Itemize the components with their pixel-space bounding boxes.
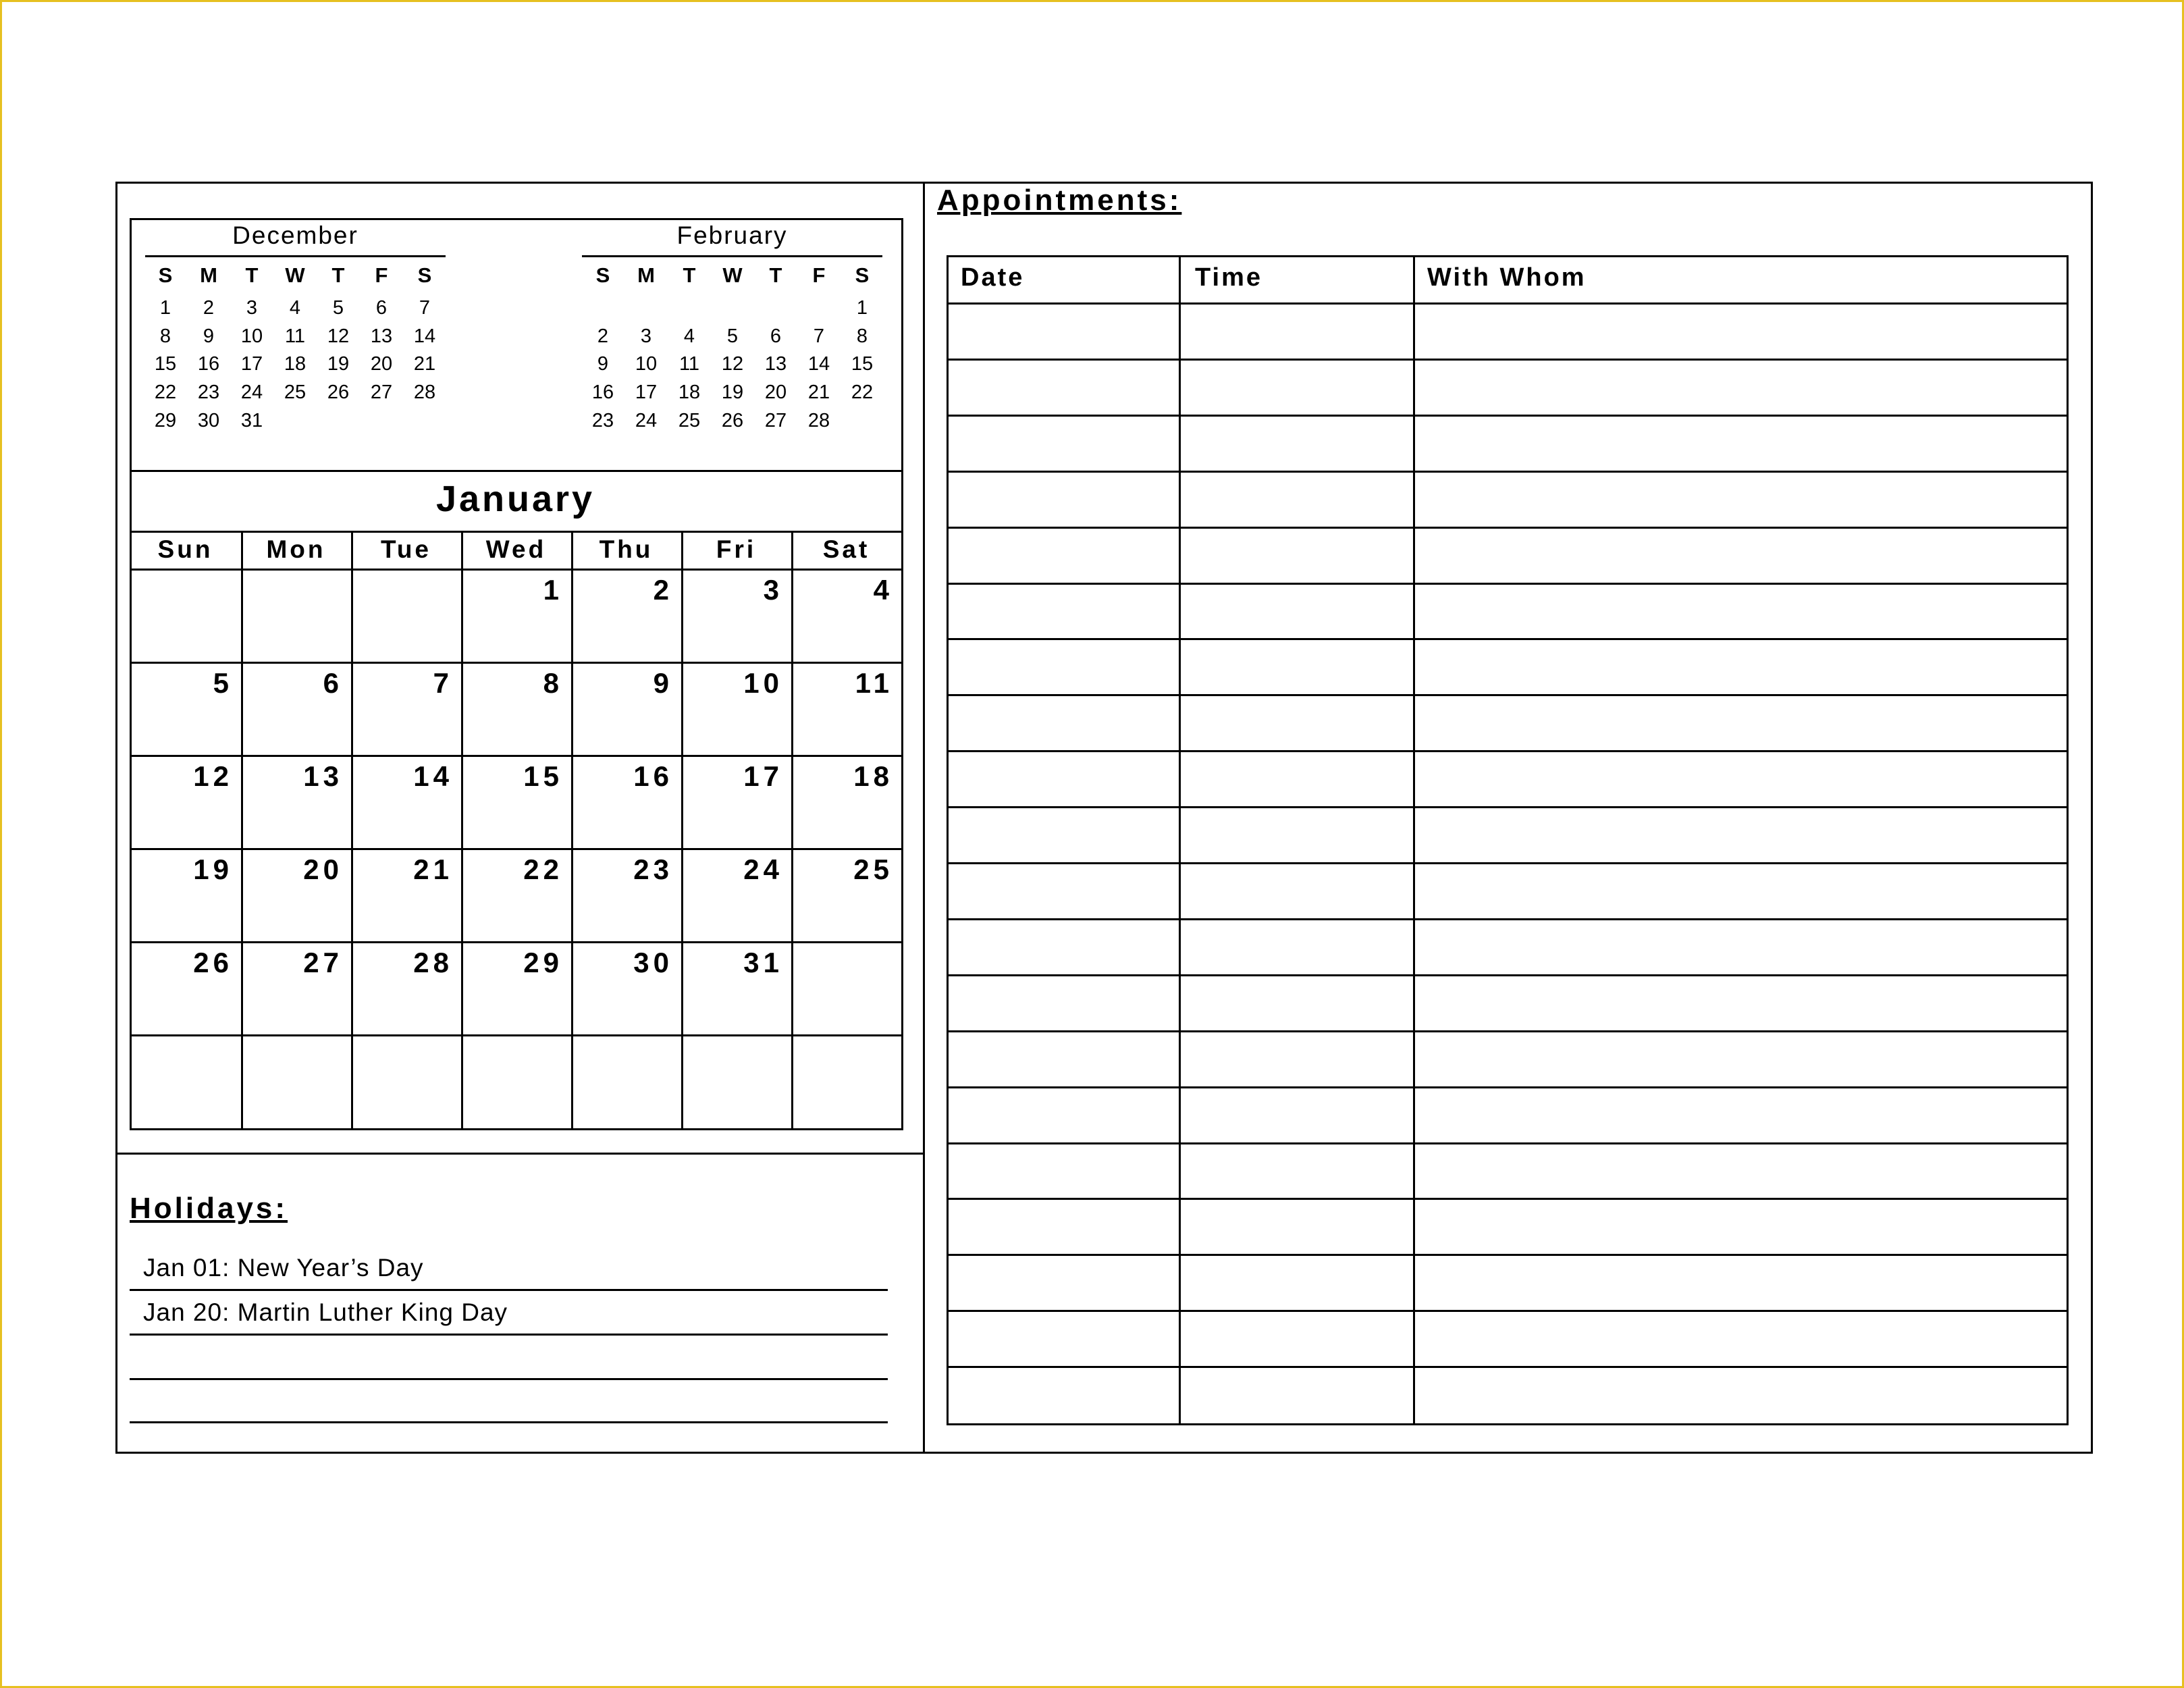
day-cell[interactable]: 4 — [873, 574, 893, 606]
mini-day: 7 — [419, 297, 431, 319]
mini-day: 20 — [764, 381, 787, 404]
appointment-cell[interactable] — [1181, 640, 1415, 694]
holiday-line — [130, 1289, 888, 1291]
day-cell[interactable]: 27 — [303, 947, 343, 978]
day-cell[interactable]: 14 — [413, 760, 453, 792]
appointment-cell[interactable] — [949, 752, 1181, 806]
appointment-cell[interactable] — [1181, 752, 1415, 806]
mini-weekday: T — [331, 263, 345, 287]
appointment-cell[interactable] — [1181, 529, 1415, 583]
mini-day: 24 — [240, 381, 263, 404]
mini-day: 29 — [154, 409, 177, 431]
grid-column-line — [351, 531, 353, 1129]
appointment-cell[interactable] — [1415, 1144, 2067, 1198]
appointment-cell[interactable] — [949, 976, 1181, 1030]
mini-day: 1 — [856, 297, 868, 319]
appointment-cell[interactable] — [949, 1312, 1181, 1366]
mini-weekday: T — [769, 263, 782, 287]
day-cell[interactable]: 2 — [653, 574, 673, 606]
appointment-cell[interactable] — [1181, 808, 1415, 862]
appointment-cell[interactable] — [1415, 1312, 2067, 1366]
day-cell[interactable]: 31 — [743, 947, 783, 978]
appointment-cell[interactable] — [949, 920, 1181, 974]
day-cell[interactable]: 29 — [523, 947, 563, 978]
main-month-title: January — [435, 479, 595, 519]
weekday-row-top — [130, 531, 903, 533]
day-cell[interactable]: 28 — [413, 947, 453, 978]
mini-day: 13 — [764, 353, 787, 375]
mini-weekday: F — [375, 263, 388, 287]
appointment-cell[interactable] — [1415, 361, 2067, 415]
mini-day: 1 — [159, 297, 171, 319]
appointment-cell[interactable] — [949, 473, 1181, 527]
mini-weekday: S — [417, 263, 432, 287]
day-cell[interactable]: 10 — [743, 667, 783, 699]
mini-day: 4 — [289, 297, 301, 319]
appointment-cell[interactable] — [1415, 696, 2067, 750]
mini-day: 12 — [721, 353, 744, 375]
mini-day: 15 — [154, 353, 177, 375]
mini-day: 20 — [370, 353, 393, 375]
mini-day: 24 — [635, 409, 658, 431]
day-cell[interactable]: 24 — [743, 853, 783, 885]
appointment-cell[interactable] — [949, 529, 1181, 583]
appointment-cell[interactable] — [1415, 305, 2067, 359]
day-cell[interactable]: 9 — [653, 667, 673, 699]
appointment-cell[interactable] — [1415, 640, 2067, 694]
appointment-cell[interactable] — [1415, 752, 2067, 806]
mini-month-title: December — [232, 221, 358, 249]
mini-day: 27 — [370, 381, 393, 404]
mini-weekday: S — [855, 263, 870, 287]
holiday-line — [130, 1334, 888, 1336]
appointment-cell[interactable] — [1181, 1256, 1415, 1310]
mini-day: 5 — [332, 297, 344, 319]
appointment-cell[interactable] — [949, 1200, 1181, 1254]
day-cell[interactable]: 1 — [543, 574, 563, 606]
day-cell[interactable]: 5 — [213, 667, 233, 699]
holiday-item: Jan 01: New Year’s Day — [143, 1254, 424, 1282]
mini-day: 17 — [635, 381, 658, 404]
mini-weekday: M — [200, 263, 217, 287]
day-cell[interactable]: 15 — [523, 760, 563, 792]
grid-column-line — [241, 531, 243, 1129]
mini-day: 6 — [770, 325, 782, 347]
day-cell[interactable]: 21 — [413, 853, 453, 885]
panel-divider — [923, 182, 925, 1454]
column-header: Time — [1195, 263, 1263, 292]
column-header: Date — [961, 263, 1025, 292]
mini-day: 2 — [597, 325, 609, 347]
mini-month-underline — [145, 255, 446, 257]
appointment-cell[interactable] — [949, 1368, 1181, 1422]
grid-column-line — [571, 531, 573, 1129]
day-cell[interactable]: 11 — [855, 667, 893, 699]
mini-day: 18 — [284, 353, 307, 375]
mini-day: 14 — [413, 325, 436, 347]
mini-weekday: T — [683, 263, 696, 287]
mini-day: 21 — [807, 381, 830, 404]
appointment-cell[interactable] — [949, 417, 1181, 471]
appointment-cell[interactable] — [949, 640, 1181, 694]
weekday-header: Wed — [485, 535, 547, 563]
mini-day: 23 — [197, 381, 220, 404]
appointment-cell[interactable] — [949, 1032, 1181, 1086]
appointment-cell[interactable] — [1415, 417, 2067, 471]
mini-weekday: W — [722, 263, 743, 287]
mini-day: 15 — [851, 353, 874, 375]
appointments-title: Appointments: — [937, 184, 1182, 217]
mini-day: 5 — [726, 325, 739, 347]
day-cell[interactable]: 17 — [743, 760, 783, 792]
mini-weekday: S — [158, 263, 173, 287]
day-cell[interactable]: 26 — [193, 947, 233, 978]
day-cell[interactable]: 6 — [323, 667, 343, 699]
grid-column-line — [791, 531, 793, 1129]
appointment-cell[interactable] — [1181, 361, 1415, 415]
holiday-item: Jan 20: Martin Luther King Day — [143, 1298, 508, 1326]
mini-day: 9 — [597, 353, 609, 375]
appointment-cell[interactable] — [1181, 696, 1415, 750]
weekday-header: Tue — [380, 535, 432, 563]
mini-weekday: W — [285, 263, 305, 287]
appointment-cell[interactable] — [949, 305, 1181, 359]
mini-weekday: T — [245, 263, 259, 287]
mini-day: 10 — [635, 353, 658, 375]
mini-day: 28 — [413, 381, 436, 404]
appointment-cell[interactable] — [1181, 976, 1415, 1030]
day-cell[interactable]: 20 — [303, 853, 343, 885]
appointment-cell[interactable] — [1181, 864, 1415, 918]
mini-weekday: S — [595, 263, 610, 287]
mini-day: 16 — [591, 381, 614, 404]
weekday-header: Fri — [716, 535, 757, 563]
mini-day: 22 — [154, 381, 177, 404]
mini-day: 21 — [413, 353, 436, 375]
grid-row-line — [130, 662, 903, 664]
mini-day: 26 — [721, 409, 744, 431]
appointment-cell[interactable] — [1415, 529, 2067, 583]
appointment-cell[interactable] — [949, 696, 1181, 750]
grid-column-line — [681, 531, 683, 1129]
appointment-cell[interactable] — [1181, 1200, 1415, 1254]
appointment-cell[interactable] — [1415, 920, 2067, 974]
mini-day: 16 — [197, 353, 220, 375]
mini-day: 22 — [851, 381, 874, 404]
mini-day: 25 — [284, 381, 307, 404]
appointment-cell[interactable] — [1181, 585, 1415, 639]
appointment-cell[interactable] — [1181, 305, 1415, 359]
day-cell[interactable]: 8 — [543, 667, 563, 699]
mini-day: 9 — [203, 325, 215, 347]
mini-day: 30 — [197, 409, 220, 431]
appointment-cell[interactable] — [1415, 1088, 2067, 1142]
weekday-header: Thu — [599, 535, 654, 563]
appointment-cell[interactable] — [1181, 417, 1415, 471]
appointment-cell[interactable] — [1181, 1144, 1415, 1198]
day-cell[interactable]: 16 — [633, 760, 673, 792]
appointment-cell[interactable] — [1415, 473, 2067, 527]
appointment-cell[interactable] — [949, 1256, 1181, 1310]
mini-day: 7 — [813, 325, 825, 347]
appointment-cell[interactable] — [1181, 1088, 1415, 1142]
day-cell[interactable]: 30 — [633, 947, 673, 978]
weekday-header: Mon — [266, 535, 326, 563]
mini-day: 4 — [683, 325, 695, 347]
appointment-cell[interactable] — [949, 361, 1181, 415]
mini-day: 14 — [807, 353, 830, 375]
appointment-cell[interactable] — [1415, 1256, 2067, 1310]
grid-column-line — [461, 531, 463, 1129]
mini-day: 31 — [240, 409, 263, 431]
appointment-cell[interactable] — [949, 1144, 1181, 1198]
grid-row-line — [130, 941, 903, 943]
appointment-cell[interactable] — [949, 1088, 1181, 1142]
day-cell[interactable]: 18 — [853, 760, 893, 792]
mini-day: 17 — [240, 353, 263, 375]
appointment-cell[interactable] — [949, 808, 1181, 862]
appointment-cell[interactable] — [1415, 585, 2067, 639]
day-cell[interactable]: 23 — [633, 853, 673, 885]
mini-day: 25 — [678, 409, 701, 431]
appointment-cell[interactable] — [949, 864, 1181, 918]
mini-day: 27 — [764, 409, 787, 431]
mini-day: 12 — [327, 325, 350, 347]
grid-row-line — [130, 1034, 903, 1036]
day-cell[interactable]: 22 — [523, 853, 563, 885]
appointment-cell[interactable] — [1181, 1312, 1415, 1366]
weekday-header: Sun — [157, 535, 213, 563]
mini-day: 11 — [284, 325, 306, 347]
mini-day: 26 — [327, 381, 350, 404]
appointment-cell[interactable] — [1415, 864, 2067, 918]
grid-row-line — [130, 848, 903, 850]
appointment-cell[interactable] — [1181, 1032, 1415, 1086]
mini-month-title: February — [676, 221, 788, 249]
mini-month-underline — [582, 255, 882, 257]
mini-day: 23 — [591, 409, 614, 431]
holiday-line — [130, 1378, 888, 1380]
weekday-header: Sat — [822, 535, 870, 563]
mini-day: 6 — [375, 297, 388, 319]
mini-calendar-separator — [130, 470, 903, 472]
appointment-cell[interactable] — [1415, 1032, 2067, 1086]
mini-day: 13 — [370, 325, 393, 347]
day-cell[interactable]: 13 — [303, 760, 343, 792]
mini-day: 19 — [327, 353, 350, 375]
mini-day: 28 — [807, 409, 830, 431]
day-cell[interactable]: 25 — [853, 853, 893, 885]
holiday-divider — [115, 1153, 924, 1155]
mini-day: 10 — [240, 325, 263, 347]
mini-day: 2 — [203, 297, 215, 319]
mini-weekday: M — [637, 263, 655, 287]
grid-row-line — [130, 755, 903, 757]
holiday-line — [130, 1421, 888, 1423]
mini-weekday: F — [812, 263, 826, 287]
mini-day: 19 — [721, 381, 744, 404]
mini-day: 18 — [678, 381, 701, 404]
appointment-cell[interactable] — [949, 585, 1181, 639]
holidays-title: Holidays: — [130, 1192, 288, 1225]
mini-day: 3 — [246, 297, 258, 319]
weekday-row-bottom — [130, 569, 903, 571]
day-cell[interactable]: 19 — [193, 853, 233, 885]
column-header: With Whom — [1427, 263, 1587, 292]
appointment-cell[interactable] — [1415, 976, 2067, 1030]
appointment-cell[interactable] — [1181, 473, 1415, 527]
appointment-cell[interactable] — [1415, 1200, 2067, 1254]
mini-day: 8 — [159, 325, 171, 347]
day-cell[interactable]: 12 — [193, 760, 233, 792]
day-cell[interactable]: 3 — [763, 574, 783, 606]
mini-day: 11 — [678, 353, 700, 375]
mini-day: 3 — [640, 325, 652, 347]
appointment-cell[interactable] — [1415, 808, 2067, 862]
appointment-cell[interactable] — [1181, 1368, 1415, 1422]
appointment-cell[interactable] — [1181, 920, 1415, 974]
day-cell[interactable]: 7 — [433, 667, 453, 699]
mini-day: 8 — [856, 325, 868, 347]
appointment-cell[interactable] — [1415, 1368, 2067, 1422]
